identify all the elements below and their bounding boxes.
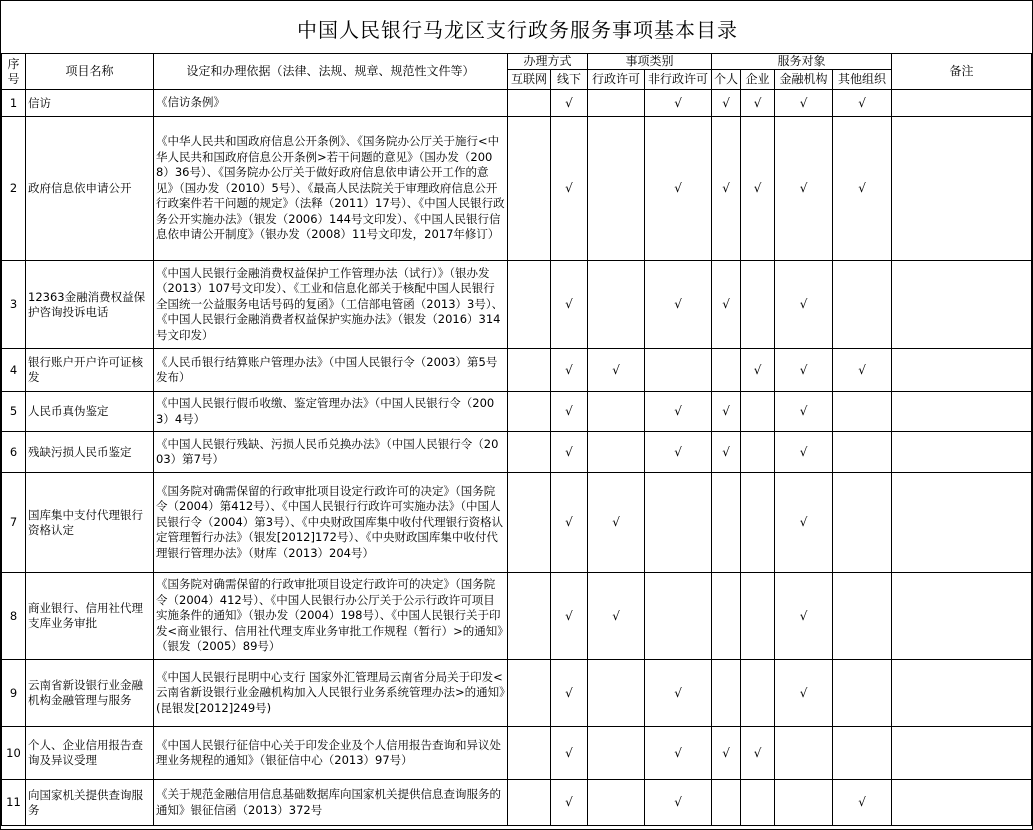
check-admin bbox=[588, 117, 645, 261]
check-admin: √ bbox=[588, 349, 645, 392]
row-basis: 《中国人民银行征信中心关于印发企业及个人信用报告查询和异议处理业务规程的通知》（银征信中心（2013）97号） bbox=[154, 727, 508, 780]
table-row bbox=[2, 261, 1032, 349]
table-row bbox=[2, 349, 1032, 392]
check-online bbox=[508, 780, 551, 826]
row-basis: 《中国人民银行昆明中心支行 国家外汇管理局云南省分局关于印发<云南省新设银行业金融机构加入人民银行业务系统管理办法>的通知》(昆银发[2012]249号) bbox=[154, 660, 508, 727]
header-target: 服务对象 bbox=[712, 54, 892, 70]
check-company bbox=[741, 473, 775, 573]
check-other: √ bbox=[833, 117, 892, 261]
table-row bbox=[2, 573, 1032, 660]
check-company bbox=[741, 432, 775, 473]
row-name: 人民币真伪鉴定 bbox=[26, 392, 154, 432]
check-offline: √ bbox=[551, 432, 588, 473]
row-name: 国库集中支付代理银行资格认定 bbox=[26, 473, 154, 573]
check-other bbox=[833, 727, 892, 780]
row-name: 残缺污损人民币鉴定 bbox=[26, 432, 154, 473]
header-method: 办理方式 bbox=[508, 54, 588, 70]
check-admin: √ bbox=[588, 573, 645, 660]
check-admin bbox=[588, 780, 645, 826]
check-company bbox=[741, 660, 775, 727]
table-row bbox=[2, 392, 1032, 432]
check-person bbox=[712, 660, 741, 727]
row-remark bbox=[892, 727, 1032, 780]
row-seq: 6 bbox=[2, 432, 26, 473]
row-basis: 《国务院对确需保留的行政审批项目设定行政许可的决定》（国务院令（2004）412号）、《中国人民银行办公厅关于公示行政许可项目实施条件的通知》（银办发（2004）198号）、《中国人民银行关于印发<商业银行、信用社代理支库业务审批工作规程（暂行）>的通知》（银发（2005）89号） bbox=[154, 573, 508, 660]
check-admin bbox=[588, 432, 645, 473]
check-nonadmin: √ bbox=[645, 261, 712, 349]
row-remark bbox=[892, 90, 1032, 117]
check-offline: √ bbox=[551, 261, 588, 349]
header-target-person: 个人 bbox=[712, 70, 741, 90]
check-person: √ bbox=[712, 432, 741, 473]
check-finance bbox=[775, 727, 833, 780]
row-basis: 《中国人民银行金融消费权益保护工作管理办法（试行）》（银办发（2013）107号文印发）、《工业和信息化部关于核配中国人民银行全国统一公益服务电话号码的复函》（工信部电管函（2013）3号）、《中国人民银行金融消费者权益保护实施办法》（银发（2016）314号文印发） bbox=[154, 261, 508, 349]
check-finance: √ bbox=[775, 432, 833, 473]
row-seq: 11 bbox=[2, 780, 26, 826]
check-finance: √ bbox=[775, 573, 833, 660]
check-admin bbox=[588, 90, 645, 117]
check-online bbox=[508, 660, 551, 727]
row-seq: 10 bbox=[2, 727, 26, 780]
header-category: 事项类别 bbox=[588, 54, 712, 70]
check-nonadmin bbox=[645, 573, 712, 660]
row-seq: 4 bbox=[2, 349, 26, 392]
check-person bbox=[712, 473, 741, 573]
check-nonadmin: √ bbox=[645, 660, 712, 727]
row-basis: 《信访条例》 bbox=[154, 90, 508, 117]
row-remark bbox=[892, 261, 1032, 349]
table-row bbox=[2, 432, 1032, 473]
check-finance: √ bbox=[775, 117, 833, 261]
check-person: √ bbox=[712, 117, 741, 261]
table-row bbox=[2, 660, 1032, 727]
check-online bbox=[508, 573, 551, 660]
header-method-online: 互联网 bbox=[508, 70, 551, 90]
header-name: 项目名称 bbox=[26, 54, 154, 90]
table-row bbox=[2, 117, 1032, 261]
check-person: √ bbox=[712, 392, 741, 432]
check-finance: √ bbox=[775, 392, 833, 432]
page-title: 中国人民银行马龙区支行政务服务事项基本目录 bbox=[297, 17, 738, 42]
row-seq: 9 bbox=[2, 660, 26, 727]
check-finance: √ bbox=[775, 473, 833, 573]
check-admin bbox=[588, 727, 645, 780]
check-person bbox=[712, 573, 741, 660]
row-remark bbox=[892, 573, 1032, 660]
check-finance bbox=[775, 780, 833, 826]
row-name: 12363金融消费权益保护咨询投诉电话 bbox=[26, 261, 154, 349]
row-remark bbox=[892, 117, 1032, 261]
row-seq: 5 bbox=[2, 392, 26, 432]
header-target-company: 企业 bbox=[741, 70, 775, 90]
check-offline: √ bbox=[551, 573, 588, 660]
row-seq: 1 bbox=[2, 90, 26, 117]
row-basis: 《中国人民银行残缺、污损人民币兑换办法》（中国人民银行令（2003）第7号） bbox=[154, 432, 508, 473]
row-remark bbox=[892, 780, 1032, 826]
row-basis: 《中国人民银行假币收缴、鉴定管理办法》（中国人民银行令（2003）4号） bbox=[154, 392, 508, 432]
row-name: 信访 bbox=[26, 90, 154, 117]
header-category-nonadmin: 非行政许可 bbox=[645, 70, 712, 90]
check-online bbox=[508, 349, 551, 392]
header-method-offline: 线下 bbox=[551, 70, 588, 90]
row-remark bbox=[892, 473, 1032, 573]
check-company bbox=[741, 780, 775, 826]
check-company bbox=[741, 573, 775, 660]
header-target-other: 其他组织 bbox=[833, 70, 892, 90]
row-seq: 8 bbox=[2, 573, 26, 660]
check-other bbox=[833, 573, 892, 660]
check-company: √ bbox=[741, 90, 775, 117]
row-basis: 《国务院对确需保留的行政审批项目设定行政许可的决定》（国务院令（2004）第412号）、《中国人民银行行政许可实施办法》（中国人民银行令（2004）第3号）、《中央财政国库集中收付代理银行资格认定管理暂行办法》（银发[2012]172号）、《中央财政国库集中收付代理银行管理办法》（财库（2013）204号） bbox=[154, 473, 508, 573]
check-finance: √ bbox=[775, 90, 833, 117]
row-seq: 7 bbox=[2, 473, 26, 573]
check-admin bbox=[588, 261, 645, 349]
check-online bbox=[508, 727, 551, 780]
row-name: 向国家机关提供查询服务 bbox=[26, 780, 154, 826]
check-person: √ bbox=[712, 90, 741, 117]
header-seq: 序号 bbox=[2, 54, 26, 90]
check-online bbox=[508, 261, 551, 349]
check-person bbox=[712, 780, 741, 826]
check-company bbox=[741, 392, 775, 432]
check-online bbox=[508, 392, 551, 432]
check-other: √ bbox=[833, 780, 892, 826]
check-other bbox=[833, 432, 892, 473]
check-company: √ bbox=[741, 117, 775, 261]
row-name: 云南省新设银行业金融机构金融管理与服务 bbox=[26, 660, 154, 727]
row-remark bbox=[892, 392, 1032, 432]
check-other bbox=[833, 660, 892, 727]
check-other bbox=[833, 261, 892, 349]
check-nonadmin: √ bbox=[645, 780, 712, 826]
table-row bbox=[2, 473, 1032, 573]
row-name: 银行账户开户许可证核发 bbox=[26, 349, 154, 392]
header-remark: 备注 bbox=[892, 54, 1032, 90]
check-nonadmin: √ bbox=[645, 392, 712, 432]
check-online bbox=[508, 90, 551, 117]
row-seq: 2 bbox=[2, 117, 26, 261]
row-remark bbox=[892, 349, 1032, 392]
header-category-admin: 行政许可 bbox=[588, 70, 645, 90]
check-admin: √ bbox=[588, 473, 645, 573]
check-online bbox=[508, 473, 551, 573]
check-offline: √ bbox=[551, 349, 588, 392]
check-other: √ bbox=[833, 349, 892, 392]
header-basis bbox=[154, 54, 508, 90]
check-offline: √ bbox=[551, 473, 588, 573]
check-person: √ bbox=[712, 727, 741, 780]
check-admin bbox=[588, 392, 645, 432]
check-offline: √ bbox=[551, 780, 588, 826]
check-offline: √ bbox=[551, 727, 588, 780]
check-company: √ bbox=[741, 727, 775, 780]
check-finance: √ bbox=[775, 660, 833, 727]
row-seq: 3 bbox=[2, 261, 26, 349]
check-offline: √ bbox=[551, 392, 588, 432]
header-target-finance: 金融机构 bbox=[775, 70, 833, 90]
row-basis: 《人民币银行结算账户管理办法》（中国人民银行令（2003）第5号发布） bbox=[154, 349, 508, 392]
check-offline: √ bbox=[551, 660, 588, 727]
check-nonadmin: √ bbox=[645, 117, 712, 261]
row-basis: 《关于规范金融信用信息基础数据库向国家机关提供信息查询服务的通知》银征信函（2013）372号 bbox=[154, 780, 508, 826]
service-catalog-table bbox=[1, 53, 1032, 826]
row-name: 个人、企业信用报告查询及异议受理 bbox=[26, 727, 154, 780]
check-company bbox=[741, 261, 775, 349]
table-row bbox=[2, 727, 1032, 780]
check-online bbox=[508, 117, 551, 261]
row-remark bbox=[892, 660, 1032, 727]
check-nonadmin bbox=[645, 473, 712, 573]
check-offline: √ bbox=[551, 90, 588, 117]
check-online bbox=[508, 432, 551, 473]
check-finance: √ bbox=[775, 261, 833, 349]
check-person: √ bbox=[712, 261, 741, 349]
check-nonadmin: √ bbox=[645, 727, 712, 780]
check-nonadmin: √ bbox=[645, 90, 712, 117]
table-row bbox=[2, 780, 1032, 826]
check-other bbox=[833, 473, 892, 573]
table-row bbox=[2, 90, 1032, 117]
row-name: 政府信息依申请公开 bbox=[26, 117, 154, 261]
row-basis: 《中华人民共和国政府信息公开条例》、《国务院办公厅关于施行<中华人民共和国政府信息公开条例>若干问题的意见》（国办发（2008）36号）、《国务院办公厅关于做好政府信息依申请公开工作的意见》（国办发（2010）5号）、《最高人民法院关于审理政府信息公开行政案件若干问题的规定》（法释（2011）17号）、《中国人民银行政务公开实施办法》（银发（2006）144号文印发）、《中国人民银行信息依申请公开制度》（银办发（2008）11号文印发，2017年修订） bbox=[154, 117, 508, 261]
check-other: √ bbox=[833, 90, 892, 117]
row-remark bbox=[892, 432, 1032, 473]
check-finance: √ bbox=[775, 349, 833, 392]
row-name: 商业银行、信用社代理支库业务审批 bbox=[26, 573, 154, 660]
header-basis-text: 设定和办理依据（法律、法规、规章、规范性文件等） bbox=[186, 64, 475, 78]
check-nonadmin: √ bbox=[645, 432, 712, 473]
check-admin bbox=[588, 660, 645, 727]
check-other bbox=[833, 392, 892, 432]
check-nonadmin bbox=[645, 349, 712, 392]
check-person bbox=[712, 349, 741, 392]
check-company: √ bbox=[741, 349, 775, 392]
check-offline: √ bbox=[551, 117, 588, 261]
